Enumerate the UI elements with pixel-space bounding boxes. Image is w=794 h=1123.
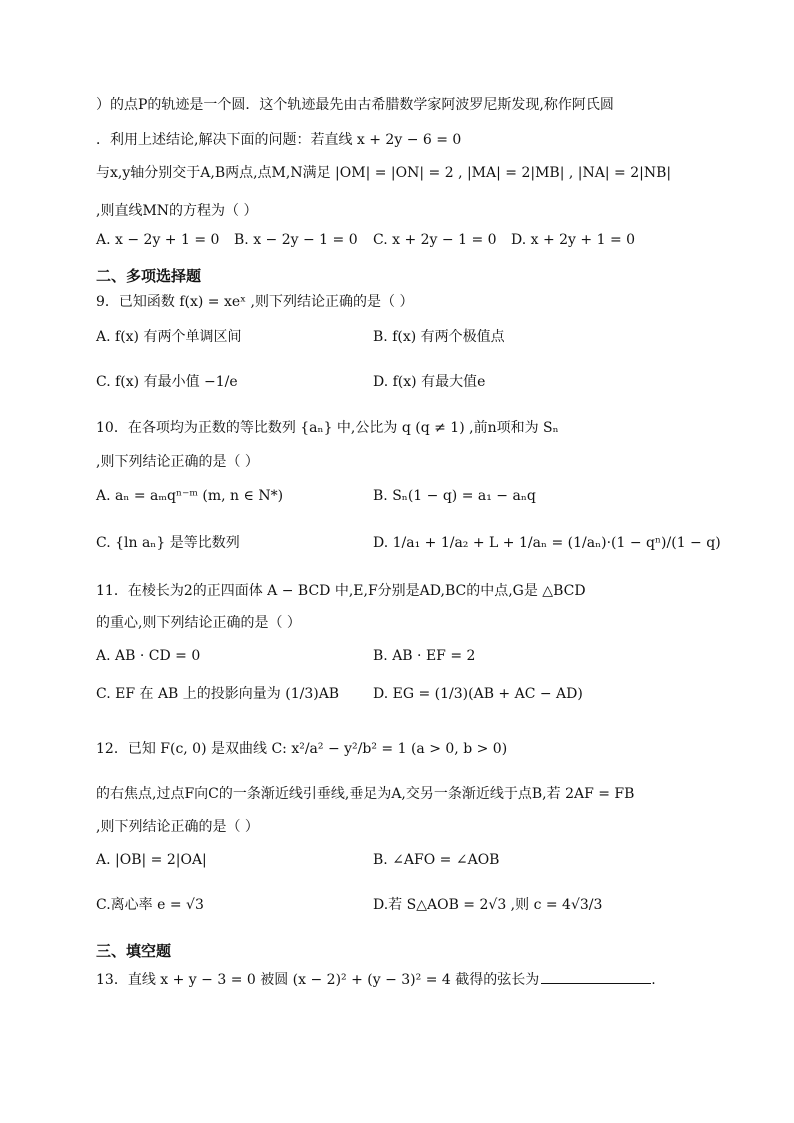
q8-option-d: D. x + 2y + 1 = 0 bbox=[511, 232, 636, 248]
q11-stem-line2: 的重心,则下列结论正确的是（ ） bbox=[96, 615, 301, 631]
q8-line2: ．利用上述结论,解决下面的问题：若直线 x + 2y − 6 = 0 bbox=[96, 132, 462, 148]
section-title-fill-in: 三、填空题 bbox=[96, 942, 172, 960]
q13-stem: 13．直线 x + y − 3 = 0 被圆 (x − 2)² + (y − 3)² = 4 截得的弦长为 bbox=[96, 972, 540, 988]
q11-option-b: B. AB · EF = 2 bbox=[373, 648, 476, 664]
q11-option-a: A. AB · CD = 0 bbox=[96, 648, 201, 664]
q10-option-a: A. aₙ = aₘqⁿ⁻ᵐ (m, n ∈ N*) bbox=[96, 488, 284, 504]
q13-end: . bbox=[651, 972, 656, 988]
section-title-multiple-choice: 二、多项选择题 bbox=[96, 267, 202, 285]
q12-option-d: D.若 S△AOB = 2√3 ,则 c = 4√3/3 bbox=[373, 897, 603, 913]
q8-option-c: C. x + 2y − 1 = 0 bbox=[373, 232, 497, 248]
q10-stem-line2: ,则下列结论正确的是（ ） bbox=[96, 454, 259, 470]
q12-stem-line3: ,则下列结论正确的是（ ） bbox=[96, 819, 259, 835]
q13-line bbox=[96, 969, 656, 990]
q8-line4: ,则直线MN的方程为（ ） bbox=[96, 203, 258, 219]
q9-option-c: C. f(x) 有最小值 −1/e bbox=[96, 374, 238, 390]
q9-stem: 9．已知函数 f(x) = xeˣ ,则下列结论正确的是（ ） bbox=[96, 294, 414, 310]
answer-blank[interactable] bbox=[541, 969, 651, 984]
q9-option-a: A. f(x) 有两个单调区间 bbox=[96, 329, 242, 345]
q11-option-c: C. EF 在 AB 上的投影向量为 (1/3)AB bbox=[96, 686, 340, 702]
q12-option-c: C.离心率 e = √3 bbox=[96, 897, 204, 913]
q8-option-a: A. x − 2y + 1 = 0 bbox=[96, 232, 220, 248]
q8-line1: ）的点P的轨迹是一个圆．这个轨迹最先由古希腊数学家阿波罗尼斯发现,称作阿氏圆 bbox=[96, 97, 614, 113]
q12-stem-line2: 的右焦点,过点F向C的一条渐近线引垂线,垂足为A,交另一条渐近线于点B,若 2AF = FB bbox=[96, 786, 635, 802]
q11-stem-line1: 11．在棱长为2的正四面体 A − BCD 中,E,F分别是AD,BC的中点,G是 △BCD bbox=[96, 583, 586, 599]
q10-option-d: D. 1/a₁ + 1/a₂ + L + 1/aₙ = (1/aₙ)·(1 − qⁿ)/(1 − q) bbox=[373, 535, 721, 551]
q9-option-b: B. f(x) 有两个极值点 bbox=[373, 329, 505, 345]
q12-stem-line1: 12．已知 F(c, 0) 是双曲线 C: x²/a² − y²/b² = 1 (a > 0, b > 0) bbox=[96, 741, 508, 757]
q11-option-d: D. EG = (1/3)(AB + AC − AD) bbox=[373, 686, 583, 702]
q12-option-a: A. |OB| = 2|OA| bbox=[96, 852, 207, 868]
q9-option-d: D. f(x) 有最大值e bbox=[373, 374, 486, 390]
q8-line3: 与x,y轴分别交于A,B两点,点M,N满足 |OM| = |ON| = 2 , |MA| = 2|MB| , |NA| = 2|NB| bbox=[96, 165, 672, 181]
q10-stem-line1: 10．在各项均为正数的等比数列 {aₙ} 中,公比为 q (q ≠ 1) ,前n项和为 Sₙ bbox=[96, 420, 559, 436]
q8-option-b: B. x − 2y − 1 = 0 bbox=[234, 232, 358, 248]
q12-option-b: B. ∠AFO = ∠AOB bbox=[373, 852, 500, 868]
q10-option-c: C. {ln aₙ} 是等比数列 bbox=[96, 535, 240, 551]
q10-option-b: B. Sₙ(1 − q) = a₁ − aₙq bbox=[373, 488, 536, 504]
